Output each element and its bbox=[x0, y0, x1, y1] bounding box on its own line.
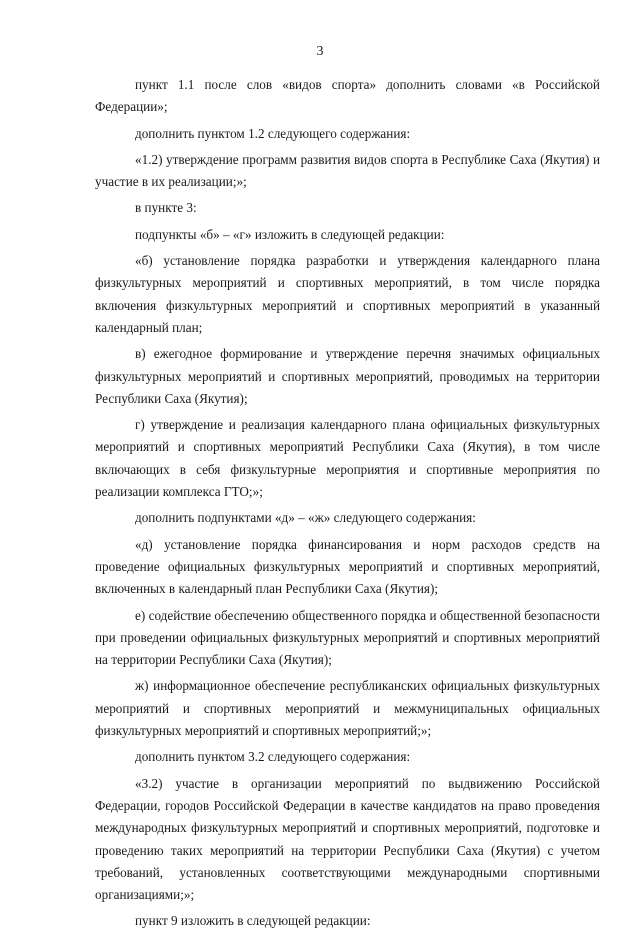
page-number: 3 bbox=[316, 44, 324, 59]
paragraph-subpoint-v: в) ежегодное формирование и утверждение перечня значимых официальных физкультурных мероприятий и спортивных мероприятий, проводимых на территории Республики Саха (Якутия); bbox=[95, 346, 600, 406]
paragraph-subpoints-b-g: подпункты «б» – «г» изложить в следующей редакции: bbox=[135, 226, 445, 242]
paragraph-subpoint-b: «б) установление порядка разработки и утверждения календарного плана физкультурных мероприятий и спортивных мероприятий, в том числе порядка включения физкультурных мероприятий и спортивных мероприятий в указанный календарный план; bbox=[95, 253, 600, 335]
paragraph-add-3-2: дополнить пунктом 3.2 следующего содержания: bbox=[135, 749, 411, 765]
paragraph-subpoint-d: «д) установление порядка финансирования и норм расходов средств на проведение официальных физкультурных мероприятий и спортивных мероприятий, включенных в календарный план Республики Саха (Якутия); bbox=[95, 536, 600, 597]
paragraph-item-1-2: «1.2) утверждение программ развития видов спорта в Республике Саха (Якутия) и участие в их реализации;»; bbox=[95, 151, 600, 190]
paragraph-subpoint-e: е) содействие обеспечению общественного порядка и общественной безопасности при проведении официальных физкультурных мероприятий и спортивных мероприятий на территории Республики Саха (Якутия); bbox=[95, 607, 600, 668]
paragraph-in-point-3: в пункте 3: bbox=[135, 200, 197, 216]
paragraph-subpoint-g: г) утверждение и реализация календарного плана официальных физкультурных мероприятий и спортивных мероприятий Республики Саха (Якутия), в том числе включающих в себя физкультурные мероприятия и спортивные мероприятия по реализации комплекса ГТО;»; bbox=[95, 417, 600, 500]
paragraph-add-subpoints-d-zh: дополнить подпунктами «д» – «ж» следующего содержания: bbox=[135, 510, 476, 526]
paragraph-add-1-2: дополнить пунктом 1.2 следующего содержания: bbox=[135, 125, 411, 141]
paragraph-point-9: пункт 9 изложить в следующей редакции: bbox=[135, 913, 371, 929]
document-body bbox=[95, 74, 600, 933]
paragraph-subpoint-zh: ж) информационное обеспечение республиканских официальных физкультурных мероприятий и спортивных мероприятий и межмуниципальных официальных физкультурных мероприятий и спортивных мероприятий;»; bbox=[95, 678, 600, 739]
paragraph-amend-1-1: пункт 1.1 после слов «видов спорта» дополнить словами «в Российской Федерации»; bbox=[95, 77, 600, 115]
paragraph-item-3-2: «3.2) участие в организации мероприятий по выдвижению Российской Федерации, городов Российской Федерации в качестве кандидатов на право проведения международных физкультурных мероприятий и спортивных мероприятий, подготовке и проведению таких мероприятий на территории Республики Саха (Якутия) с учетом требований, установленных соответствующими международными спортивными организациями;»; bbox=[95, 775, 600, 903]
